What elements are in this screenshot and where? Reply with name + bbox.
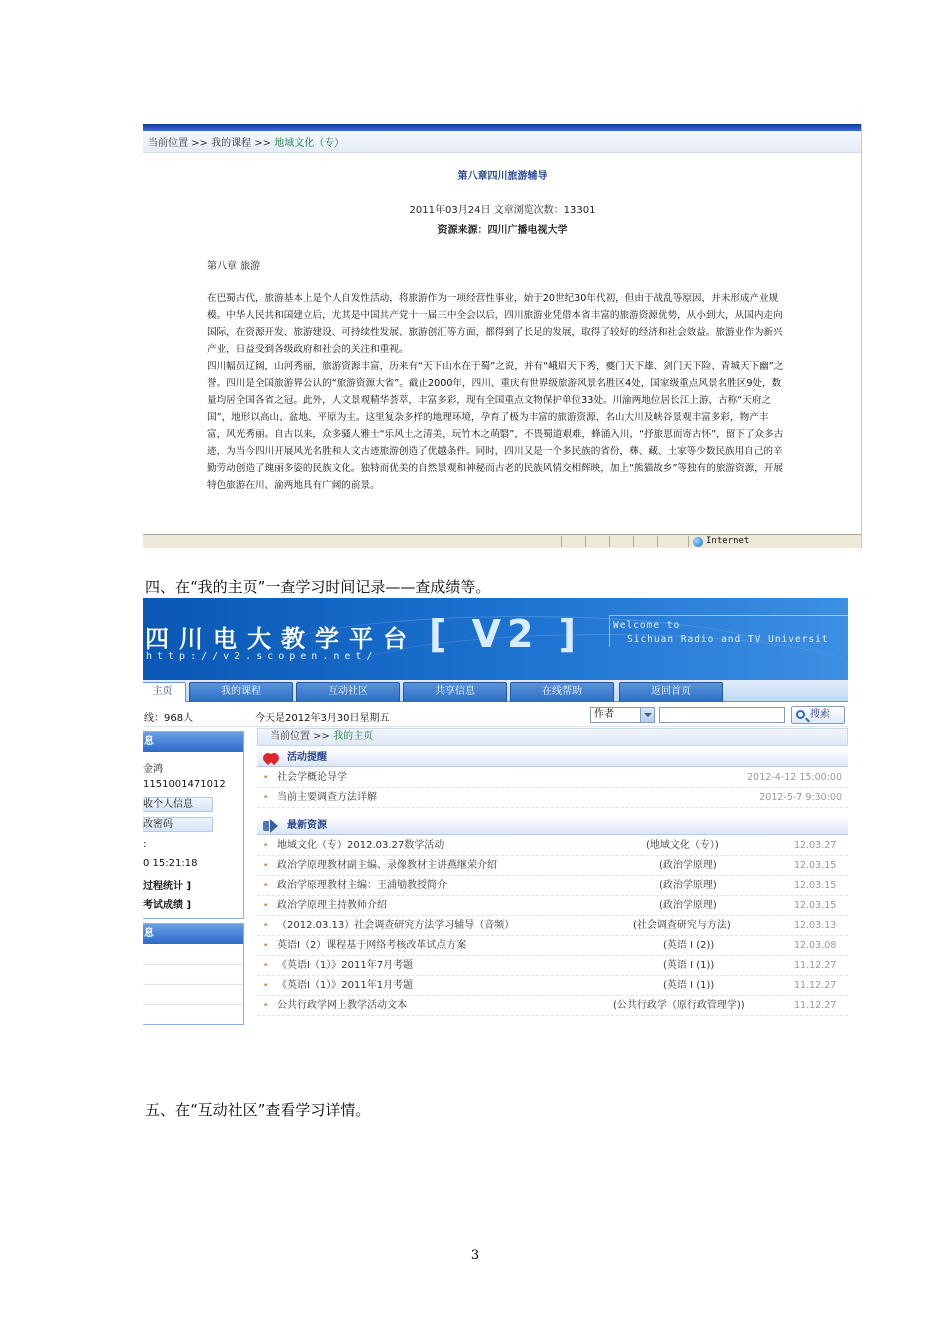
resources-list xyxy=(257,836,848,1016)
user-sidebar xyxy=(143,728,245,1025)
resource-title[interactable]: 政治学原理教材主编：王浦劬教授简介 xyxy=(277,880,447,891)
bullet-icon: • xyxy=(263,773,269,783)
resource-course: (政治学原理) xyxy=(659,900,717,911)
activity-title[interactable]: 社会学概论导学 xyxy=(277,772,347,783)
resource-title[interactable]: 政治学原理教材副主编、录像教材主讲燕继荣介绍 xyxy=(277,860,497,871)
chevron-down-icon[interactable] xyxy=(640,708,654,722)
list-item[interactable] xyxy=(257,768,848,788)
welcome-line-2: Sichuan Radio and TV Universit xyxy=(627,634,829,645)
user-info-header: 息 xyxy=(143,732,243,752)
bullet-icon: • xyxy=(263,901,269,911)
list-item[interactable] xyxy=(257,916,848,936)
breadcrumb-current[interactable]: 我的主页 xyxy=(333,731,374,742)
bullet-icon: • xyxy=(263,861,269,871)
article-heading: 第八章 旅游 xyxy=(207,261,261,272)
resource-title[interactable]: 地域文化（专）2012.03.27数学活动 xyxy=(277,840,445,851)
exam-score-link[interactable]: 考试成绩 ] xyxy=(143,900,192,911)
breadcrumb xyxy=(257,728,848,746)
resource-title[interactable]: 英语I（2）课程基于网络考核改革试点方案 xyxy=(277,940,467,951)
breadcrumb-prefix: 当前位置 >> xyxy=(270,731,330,742)
nav-online-help[interactable]: 在线帮助 xyxy=(510,682,614,702)
resource-date: 12.03.15 xyxy=(794,860,837,871)
site-version: [ V2 ] xyxy=(429,612,583,656)
article-meta: 2011年03月24日 文章浏览次数：13301 xyxy=(409,205,596,216)
nav-home[interactable]: 主页 xyxy=(143,682,186,702)
nav-shared-info[interactable]: 共享信息 xyxy=(403,682,507,702)
resource-title[interactable]: 《英语I（1）》2011年7月考题 xyxy=(277,960,414,971)
breadcrumb xyxy=(148,134,344,149)
resource-title[interactable]: 政治学原理主持教师介绍 xyxy=(277,900,387,911)
heart-icon xyxy=(263,753,281,763)
article-screenshot xyxy=(143,124,862,548)
resource-course: (英语 I (1)) xyxy=(663,960,715,971)
caption-step-4: 四、在“我的主页”一查学习时间记录——查成绩等。 xyxy=(145,578,491,596)
resource-course: (地域文化（专）) xyxy=(646,840,719,851)
resources-header xyxy=(257,817,848,835)
bullet-icon: • xyxy=(263,793,269,803)
page-number: 3 xyxy=(470,1248,480,1263)
nav-back-home[interactable]: 返回首页 xyxy=(619,682,723,702)
bullet-icon: • xyxy=(263,841,269,851)
resource-date: 12.03.27 xyxy=(794,840,837,851)
window-top-bar xyxy=(143,124,861,131)
search-button-label: 搜索 xyxy=(810,709,830,720)
resource-title[interactable]: （2012.03.13）社会调查研究方法学习辅导（音频） xyxy=(277,920,515,931)
resource-date: 12.03.08 xyxy=(794,940,837,951)
site-url: http://v2.scopen.net/ xyxy=(146,651,378,662)
security-zone-label: Internet xyxy=(706,536,750,546)
resource-date: 11.12.27 xyxy=(794,980,837,991)
bullet-icon: • xyxy=(263,981,269,991)
panel-divider xyxy=(143,964,243,965)
resource-title[interactable]: 公共行政学网上教学活动文本 xyxy=(277,1000,407,1011)
bullet-icon: • xyxy=(263,881,269,891)
panel-divider xyxy=(143,1004,243,1005)
study-time-label: : xyxy=(143,839,147,850)
search-input[interactable] xyxy=(659,707,785,723)
info-bar xyxy=(143,703,848,727)
resource-course: (英语 I (2)) xyxy=(663,940,715,951)
nav-community[interactable]: 互动社区 xyxy=(296,682,400,702)
bullet-icon: • xyxy=(263,1001,269,1011)
status-divider xyxy=(657,536,658,547)
activities-title: 活动提醒 xyxy=(287,752,327,763)
bullet-icon: • xyxy=(263,941,269,951)
resource-course: (政治学原理) xyxy=(659,880,717,891)
list-item[interactable] xyxy=(257,856,848,876)
panel-divider xyxy=(143,984,243,985)
list-item[interactable] xyxy=(257,996,848,1016)
browser-status-bar xyxy=(143,534,862,548)
list-item[interactable] xyxy=(257,976,848,996)
resource-title[interactable]: 《英语I（1）》2011年1月考题 xyxy=(277,980,414,991)
search-icon xyxy=(796,710,805,719)
article-title: 第八章四川旅游辅导 xyxy=(457,171,548,182)
user-info-panel xyxy=(143,731,244,919)
user-id: 1151001471012 xyxy=(143,779,226,790)
nav-my-courses[interactable]: 我的课程 xyxy=(189,682,293,702)
resource-date: 12.03.13 xyxy=(794,920,837,931)
site-logo: 四川电大教学平台 xyxy=(145,625,417,653)
status-divider xyxy=(585,536,586,547)
search-button[interactable] xyxy=(791,706,845,724)
resource-course: (社会调查研究与方法) xyxy=(633,920,731,931)
resource-course: (公共行政学（原行政管理学)) xyxy=(613,1000,745,1011)
search-field-value: 作者 xyxy=(594,709,614,720)
activity-title[interactable]: 当前主要调查方法详解 xyxy=(277,792,377,803)
resource-date: 12.03.15 xyxy=(794,880,837,891)
status-divider xyxy=(561,536,562,547)
online-count: 线：968人 xyxy=(144,713,194,724)
list-item[interactable] xyxy=(257,788,848,808)
resource-course: (政治学原理) xyxy=(659,860,717,871)
activities-list xyxy=(257,768,848,808)
article-body xyxy=(207,290,785,494)
edit-profile-button[interactable]: 收个人信息 xyxy=(143,797,213,812)
status-divider xyxy=(633,536,634,547)
main-content xyxy=(257,728,848,1025)
breadcrumb-prefix: 当前位置 >> 我的课程 >> xyxy=(148,138,272,149)
activities-header xyxy=(257,749,848,767)
article-paragraph: 在巴蜀古代，旅游基本上是个人自发性活动，将旅游作为一项经营性事业，始于20世纪30年代初，但由于战乱等原因，并未形成产业规模。中华人民共和国建立后，尤其是中国共产党十一届三中全会以后，四川旅游业凭借本省丰富的旅游资源优势，从小到大，从国内走向国际，在资源开发、旅游建设、可持续性发展、旅游创汇等方面，都得到了长足的发展，取得了较好的经济和社会效益。旅游业作为新兴产业，日益受到各级政府和社会的关注和重视。 xyxy=(207,293,783,355)
user-name: 金鸿 xyxy=(143,764,163,775)
process-stats-link[interactable]: 过程统计 ] xyxy=(143,881,192,892)
resource-course: (英语 I (1)) xyxy=(663,980,715,991)
list-item[interactable] xyxy=(257,936,848,956)
search-field-select[interactable] xyxy=(590,707,655,723)
caption-step-5: 五、在“互动社区”查看学习详情。 xyxy=(145,1101,371,1119)
resources-title: 最新资源 xyxy=(287,820,327,831)
resource-date: 11.12.27 xyxy=(794,1000,837,1011)
megaphone-icon xyxy=(263,821,279,831)
article-paragraph: 四川幅员辽阔，山河秀丽，旅游资源丰富，历来有“天下山水在于蜀”之说，并有“峨眉天下秀，夔门天下雄、剑门天下险、青城天下幽”之誉。四川是全国旅游界公认的“旅游资源大省”。截止2000年，四川、重庆有世界级旅游风景名胜区4处，国家级重点风景名胜区9处，数量均居全国各省之冠。此外，人文景观精华荟萃，丰富多彩，现有全国重点文物保护单位33处。川渝两地位居长江上游，古称“天府之国”，地形以高山、盆地、平原为主。这里复杂多样的地理环境，孕育了极为丰富的旅游资源，名山大川及峡谷景观丰富多彩，物产丰富，风光秀丽。自古以来，众多骚人雅士“乐风土之清美，玩竹木之萌翳”，不畏蜀道艰难，蜂涌入川，“抒旅思而寄古怀”，留下了众多古迹，为当今四川开展风光名胜和人文古迹旅游创造了优越条件。同时，四川又是一个多民族的省份，彝、藏、土家等少数民族用自己的辛勤劳动创造了瑰丽多姿的民族文化。独特而优美的自然景观和神秘而古老的民族风情交相辉映，加上“熊猫故乡”等独有的旅游资源，开展特色旅游在川、渝两地具有广阔的前景。 xyxy=(207,361,784,491)
article-source: 资源来源：四川广播电视大学 xyxy=(437,225,568,236)
list-item[interactable] xyxy=(257,876,848,896)
info-panel-2 xyxy=(143,923,244,1025)
resource-date: 12.03.15 xyxy=(794,900,837,911)
list-item[interactable] xyxy=(257,896,848,916)
activity-date: 2012-5-7 9:30:00 xyxy=(759,792,842,803)
list-item[interactable] xyxy=(257,836,848,856)
resource-date: 11.12.27 xyxy=(794,960,837,971)
homepage-screenshot xyxy=(143,598,848,1025)
list-item[interactable] xyxy=(257,956,848,976)
info-panel-2-header: 息 xyxy=(143,924,243,944)
bullet-icon: • xyxy=(263,961,269,971)
status-divider xyxy=(609,536,610,547)
internet-globe-icon xyxy=(693,537,703,547)
breadcrumb-course-link[interactable]: 地域文化（专） xyxy=(274,138,345,149)
status-divider xyxy=(688,536,689,547)
activity-date: 2012-4-12 15:00:00 xyxy=(747,772,842,783)
today-date: 今天是2012年3月30日星期五 xyxy=(255,713,390,724)
site-banner xyxy=(143,598,848,680)
change-password-button[interactable]: 改密码 xyxy=(143,817,213,832)
welcome-line-1: Welcome to xyxy=(613,620,681,631)
main-nav xyxy=(143,680,848,702)
bullet-icon: • xyxy=(263,921,269,931)
study-time-value: 0 15:21:18 xyxy=(143,858,198,869)
